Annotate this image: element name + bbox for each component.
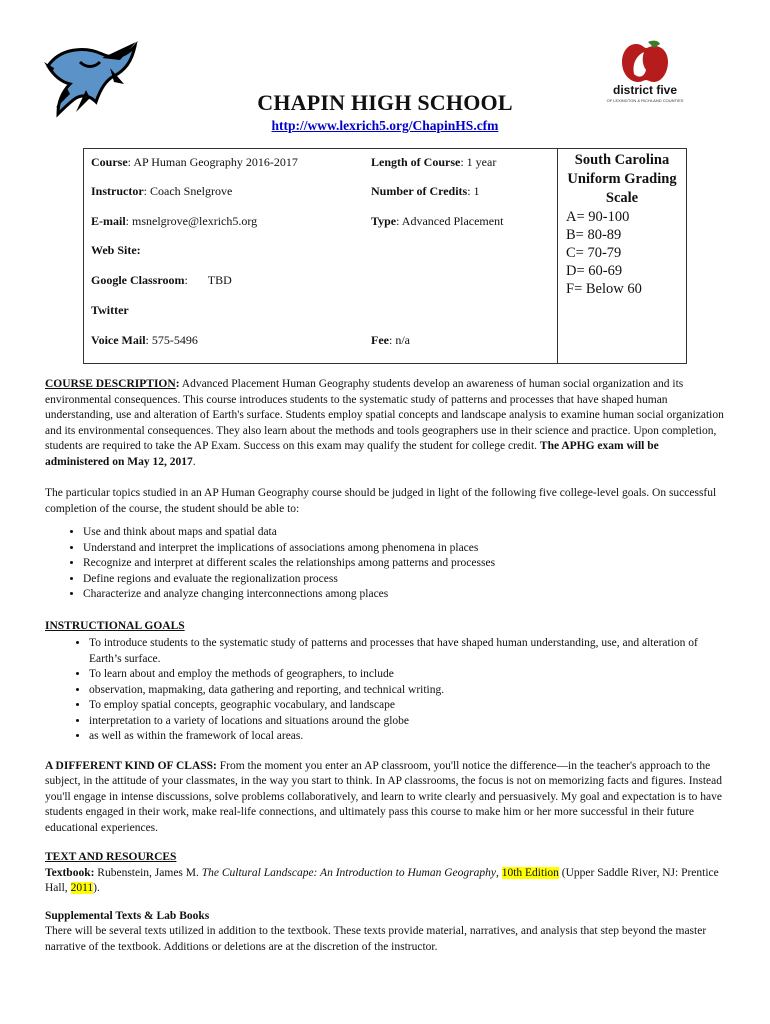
list-item: • Characterize and analyze changing interconnections among places [83,587,725,603]
grading-title-line-3: Scale [605,190,639,206]
type-row [371,214,503,229]
list-item: • Recognize and interpret at different scales the relationships among patterns and processes [83,556,725,572]
goals-list [45,636,725,745]
list-item: • Use and think about maps and spatial data [83,525,725,541]
course-description-body: Advanced Placement Human Geography students develop an awareness of human social organization and its environmental consequences. This course introduces students to the systematic study of patterns and processes that have shaped human understanding, use and alteration of Earth's surface. Students employ spatial concepts and landscape analysis to examine human social organization and its environmental consequences. They also learn about the methods and tools geographers use in their science and practice. Upon completion, students are required to take the AP Exam. Success on this exam may qualify the student for college credit. [45,378,724,452]
type-value: : Advanced Placement [396,214,504,228]
type-label: Type [371,214,397,228]
grading-title-line-2: Uniform Grading [567,171,677,187]
fee-value: : n/a [388,333,410,347]
textbook-label: Textbook: [45,866,95,879]
course-description-colon: : [175,378,180,390]
grade-b: B= 80-89 [566,227,622,243]
topics-list [45,525,725,603]
different-class-body: From the moment you enter an AP classroom, you'll notice the difference—in the teacher's approach to the subject, in the attitude of your classmates, in the way you start to think. In AP classrooms, the focus is not on memorizing facts and figures. Instead you'll engage in intense discussions, solve problems collaboratively, and learn to write clearly and persuasively. My goal and expectation is to have students engaged in their work, make real-life connections, and ultimately pass this course to make him or her more successful in their future educational experiences. [45,759,722,834]
grading-scale [558,151,686,298]
website-label: Web Site: [91,243,141,257]
exam-date-period: . [192,455,196,468]
main-content [45,377,725,955]
length-label: Length of Course [371,155,461,169]
grading-scale-title [558,151,686,208]
district-logo-text: district five [612,83,678,97]
textbook-edition: 10th Edition [501,866,559,879]
voicemail-value: : 575-5496 [145,333,198,347]
fee-row [371,333,410,348]
textbook-title: The Cultural Landscape: An Introduction to Human Geography [201,866,496,879]
instructor-label: Instructor [91,184,144,198]
list-item: • To employ spatial concepts, geographic vocabulary, and landscape [89,698,725,714]
list-item: • Understand and interpret the implications of associations among phenomena in places [83,541,725,557]
course-label: Course [91,155,128,169]
email-row [91,214,257,229]
school-url [0,118,770,134]
list-item: • To learn about and employ the methods of geographers, to include [89,667,725,683]
voicemail-row [91,333,198,348]
different-class-heading: A DIFFERENT KIND OF CLASS: [45,759,217,772]
twitter-row [91,303,129,318]
course-description [45,377,725,470]
website-row [91,243,141,258]
instructional-goals-heading: INSTRUCTIONAL GOALS [45,619,185,632]
list-item: • Define regions and evaluate the regionalization process [83,572,725,588]
credits-value: : 1 [467,184,480,198]
google-classroom-value: TBD [207,273,232,287]
supplemental-heading: Supplemental Texts & Lab Books [45,909,210,922]
topics-intro: The particular topics studied in an AP Human Geography course should be judged in light of the following five college-level goals. On successful completion of the course, the student should be able to: [45,487,717,515]
different-class-section [45,759,725,837]
exam-date-statement: The APHG exam will be administered on May 12, 2017 [45,440,659,468]
fee-label: Fee [371,333,389,347]
grade-a: A= 90-100 [566,209,630,225]
twitter-label: Twitter [91,303,129,317]
text-resources-heading: TEXT AND RESOURCES [45,851,177,863]
textbook-citation [45,866,725,897]
instructor-row [91,184,232,199]
textbook-comma: , [495,866,502,879]
list-item: • To introduce students to the systematic study of patterns and processes that have shaped human understanding, use, and alteration of Earth’s surface. [89,636,725,667]
credits-label: Number of Credits [371,184,468,198]
length-row [371,155,496,170]
supplemental-body: There will be several texts utilized in addition to the textbook. These texts provide material, narratives, and analysis that step beyond the master narrative of the textbook. Additions or deletions are at the discretion of the instructor. [45,925,707,953]
grade-d: D= 60-69 [566,263,623,279]
google-classroom-label: Google Classroom [91,273,185,287]
school-url-link[interactable]: http://www.lexrich5.org/ChapinHS.cfm [271,118,499,133]
course-description-heading: COURSE DESCRIPTION [45,378,176,390]
grade-c: C= 70-79 [566,245,622,261]
district-logo-subtext: OF LEXINGTON & RICHLAND COUNTIES [606,98,684,103]
textbook-publisher: (Upper Saddle River, NJ: Prentice Hall, [45,866,719,894]
grading-title-line-1: South Carolina [574,152,670,168]
page-title: CHAPIN HIGH SCHOOL [257,90,513,115]
list-item: • interpretation to a variety of locations and situations around the globe [89,714,725,730]
google-classroom-row [91,273,232,288]
grade-f: F= Below 60 [566,281,642,297]
list-item: • observation, mapmaking, data gathering and reporting, and technical writing. [89,683,725,699]
google-classroom-colon: : [184,273,188,287]
list-item: • as well as within the framework of local areas. [89,729,725,745]
textbook-year: 2011 [70,882,94,894]
instructor-value: : Coach Snelgrove [143,184,233,198]
course-row [91,155,298,170]
textbook-end: ). [93,882,100,894]
email-label: E-mail [91,214,126,228]
email-value[interactable]: : msnelgrove@lexrich5.org [125,214,258,228]
course-value: : AP Human Geography 2016-2017 [127,155,298,169]
textbook-author: Rubenstein, James M. [94,866,202,879]
voicemail-label: Voice Mail [91,333,146,347]
credits-row [371,184,480,199]
length-value: : 1 year [460,155,497,169]
